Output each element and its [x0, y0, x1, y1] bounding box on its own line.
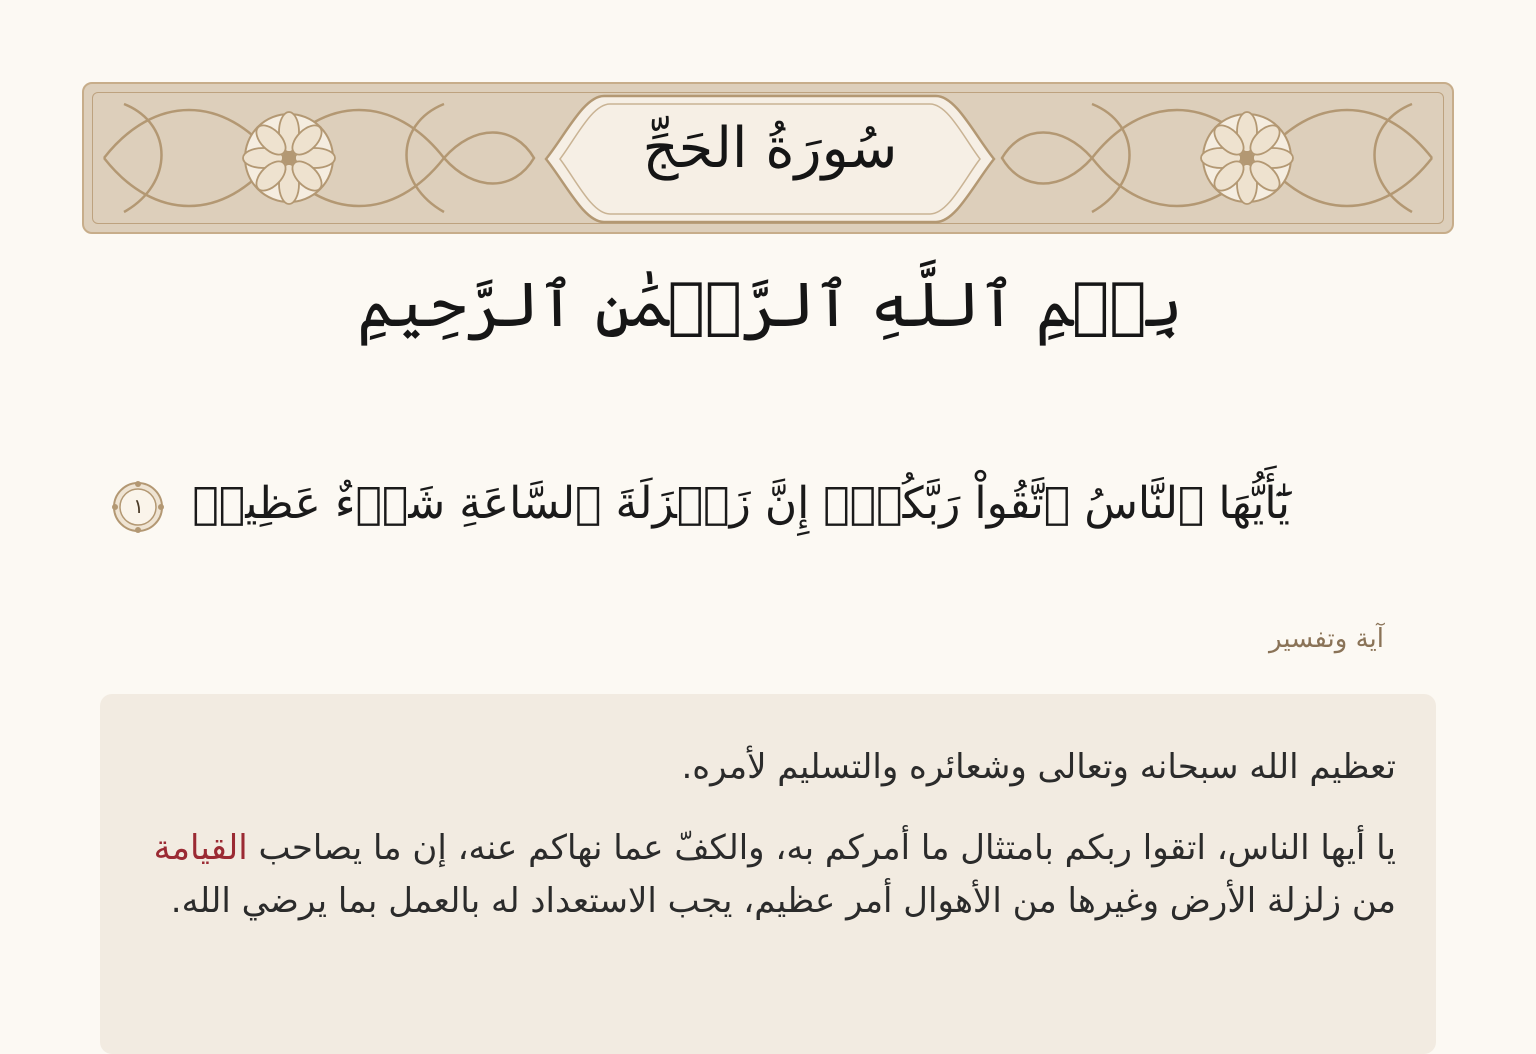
ayah-number-marker: [112, 481, 164, 533]
surah-header-banner: [82, 82, 1454, 234]
left-floral-ornament-icon: [94, 84, 544, 232]
surah-name-cartouche: [544, 94, 996, 224]
tafsir-title: تعظيم الله سبحانه وتعالى وشعائره والتسليم لأمره.: [681, 747, 1396, 787]
section-label-ayah-tafsir: آية وتفسير: [1269, 624, 1384, 654]
basmala: بِسۡمِ ٱللَّهِ ٱلرَّحۡمَٰنِ ٱلرَّحِيمِ: [357, 268, 1183, 341]
tafsir-body-part-1: يا أيها الناس، اتقوا ربكم بامتثال ما أمركم به، والكفّ عما نهاكم عنه، إن ما يصاحب: [247, 828, 1396, 868]
tafsir-body-part-2: من زلزلة الأرض وغيرها من الأهوال أمر عظيم، يجب الاستعداد له بالعمل بما يرضي الله.: [170, 881, 1396, 921]
tafsir-body: [151, 822, 1396, 928]
ayah-line[interactable]: [133, 478, 1290, 533]
tafsir-highlight-link[interactable]: القيامة: [153, 828, 248, 868]
ayah-number: ١: [133, 493, 144, 518]
right-floral-ornament-icon: [992, 84, 1442, 232]
surah-name: سُورَةُ الحَجِّ: [642, 116, 898, 181]
ayah-text: يَٰٓأَيُّهَا ٱلنَّاسُ ٱتَّقُواْ رَبَّكُمۡۚ إِنَّ زَلۡزَلَةَ ٱلسَّاعَةِ شَيۡءٌ عَظِيمٞ: [192, 478, 1290, 529]
